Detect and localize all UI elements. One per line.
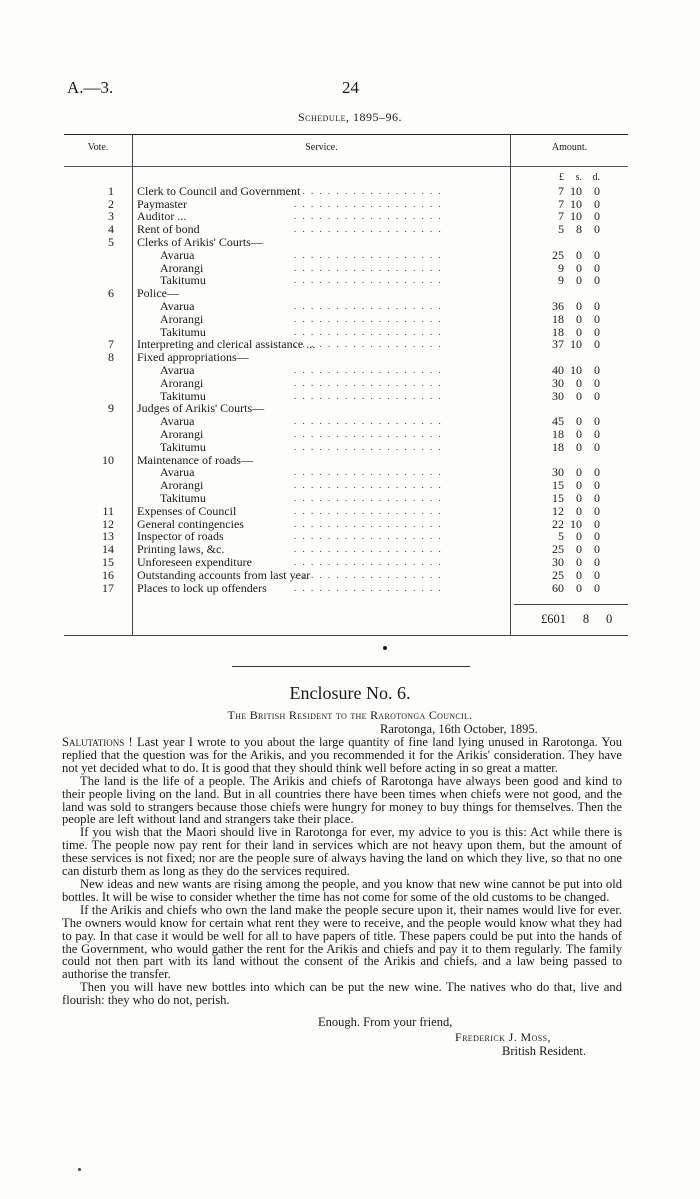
service-name: Rent of bond [137, 222, 200, 237]
amount-pence: 0 [594, 426, 600, 441]
amount-pounds: 15 [552, 478, 564, 493]
table-row [64, 377, 628, 390]
section-separator [232, 666, 470, 667]
service-name: Clerk to Council and Government [137, 183, 301, 198]
vote-number: 8 [108, 350, 114, 365]
leader-dots: . . . . . . . . . . . . . . . . . . [294, 390, 443, 401]
amount-pence: 0 [594, 209, 600, 224]
amount-pounds: 45 [552, 414, 564, 429]
amount-pence: 0 [594, 516, 600, 531]
schedule-total [530, 612, 628, 627]
service-name: Outstanding accounts from last year [137, 567, 311, 582]
amount-pounds: 5 [558, 222, 564, 237]
amount-pounds: 60 [552, 580, 564, 595]
leader-dots: . . . . . . . . . . . . . . . . . . [294, 480, 443, 491]
amount-shillings: 0 [576, 414, 582, 429]
table-bottom-rule [64, 635, 628, 636]
amount-pence: 0 [594, 260, 600, 275]
vote-number: 9 [108, 401, 114, 416]
amount-shillings: 0 [576, 529, 582, 544]
service-name: Printing laws, &c. [137, 542, 225, 557]
amount-shillings: 0 [576, 298, 582, 313]
amount-shillings: 0 [576, 388, 582, 403]
table-row [64, 492, 628, 505]
service-name: Arorangi [160, 478, 204, 493]
amount-shillings: 10 [570, 516, 582, 531]
amount-pounds: 30 [552, 465, 564, 480]
amount-pence: 0 [594, 439, 600, 454]
leader-dots: . . . . . . . . . . . . . . . . . . [294, 492, 443, 503]
letter-paragraph: The land is the life of a people. The Arikis and chiefs of Rarotonga have always been good and kind to their people living on the land. But in all countries there have been times when chiefs were not good, and the land was sold to strangers because those chiefs were hungry for money to buy things for themselves. Then the people are left without land and strangers take their place. [62, 773, 622, 827]
amount-pence: 0 [594, 311, 600, 326]
enclosure-subtitle: The British Resident to the Rarotonga Council. [227, 708, 473, 722]
leader-dots: . . . . . . . . . . . . . . . . . . [294, 275, 443, 286]
vote-number: 5 [108, 234, 114, 249]
service-name: Inspector of roads [137, 529, 224, 544]
service-name: Unforeseen expenditure [137, 554, 252, 569]
leader-dots: . . . . . . . . . . . . . . . . . . [294, 518, 443, 529]
service-name: Arorangi [160, 311, 204, 326]
amount-pounds: 9 [558, 260, 564, 275]
signer-title: British Resident. [502, 1044, 587, 1058]
unit-pence: d. [592, 172, 600, 183]
amount-shillings: 0 [576, 542, 582, 557]
service-name: Arorangi [160, 260, 204, 275]
amount-pence: 0 [594, 554, 600, 569]
leader-dots: . . . . . . . . . . . . . . . . . . [294, 556, 443, 567]
total-shillings: 8 [582, 612, 590, 626]
amount-pounds: 30 [552, 375, 564, 390]
amount-pounds: 7 [558, 183, 564, 198]
letter-paragraph: Then you will have new bottles into which can be put the new wine. The natives who do that, live and flourish: they who do not, perish. [62, 980, 622, 1008]
vote-number: 16 [102, 567, 114, 582]
amount-shillings: 0 [576, 478, 582, 493]
leader-dots: . . . . . . . . . . . . . . . . . . [294, 326, 443, 337]
leader-dots: . . . . . . . . . . . . . . . . . . [294, 428, 443, 439]
leader-dots: . . . . . . . . . . . . . . . . . . [294, 339, 443, 350]
vote-number: 17 [102, 580, 114, 595]
amount-pence: 0 [594, 414, 600, 429]
amount-pounds: 25 [552, 247, 564, 262]
service-name: Auditor ... [137, 209, 187, 224]
leader-dots: . . . . . . . . . . . . . . . . . . [294, 224, 443, 235]
amount-shillings: 0 [576, 260, 582, 275]
amount-pence: 0 [594, 337, 600, 352]
amount-pounds: 18 [552, 324, 564, 339]
total-rule [514, 604, 628, 605]
amount-pence: 0 [594, 567, 600, 582]
amount-pence: 0 [594, 529, 600, 544]
service-name: Avarua [160, 362, 195, 377]
letter-paragraph: If the Arikis and chiefs who own the land make the people secure upon it, their names would live for ever. The owners would know for certain what rent they were to receive, and the people would know what they had to pay. In that case it would be well for all to have papers of title. These papers could be put into the hands of the Government, who would gather the rent for the Arikis and chiefs and pay it to them regularly. The family could not then part with its land without the consent of the Arikis and chiefs, and a law being passed to authorise the transfer. [62, 902, 622, 982]
service-name: Expenses of Council [137, 503, 237, 518]
table-row [64, 313, 628, 326]
table-row [64, 479, 628, 492]
table-row [64, 364, 628, 377]
total-pounds: £601 [541, 612, 566, 626]
table-row [64, 262, 628, 275]
leader-dots: . . . . . . . . . . . . . . . . . . [294, 467, 443, 478]
table-row [64, 402, 628, 415]
table-row [64, 249, 628, 262]
amount-shillings: 0 [576, 567, 582, 582]
schedule-table-body [64, 172, 628, 595]
table-top-rule [64, 134, 628, 135]
table-row [64, 505, 628, 518]
service-name: Arorangi [160, 375, 204, 390]
service-name: Takitumu [160, 439, 206, 454]
amount-pounds: 15 [552, 490, 564, 505]
table-row [64, 351, 628, 364]
amount-pounds: 36 [552, 298, 564, 313]
service-name: Avarua [160, 465, 195, 480]
leader-dots: . . . . . . . . . . . . . . . . . . [294, 300, 443, 311]
place-date: Rarotonga, 16th October, 1895. [380, 722, 538, 736]
enclosure-title: Enclosure No. 6. [289, 683, 411, 703]
schedule-title: Schedule, 1895–96. [297, 110, 402, 124]
leader-dots: . . . . . . . . . . . . . . . . . . [294, 313, 443, 324]
column-header-service: Service. [305, 142, 338, 153]
table-row [64, 466, 628, 479]
vote-number: 6 [108, 286, 114, 301]
salutation: Salutations ! [62, 735, 133, 749]
amount-pounds: 9 [558, 273, 564, 288]
amount-pence: 0 [594, 222, 600, 237]
vote-number: 12 [102, 516, 114, 531]
table-row [64, 428, 628, 441]
amount-pence: 0 [594, 273, 600, 288]
paragraph-text: Last year I wrote to you about the large quantity of fine land lying unused in Rarotonga. You replied that the question was for the Arikis, and you recommended it for the Arikis' consideration. They have not yet decided what to do. It is good that they should think well before acting in so great a matter. [62, 735, 622, 775]
amount-pounds: 25 [552, 567, 564, 582]
service-name: Fixed appropriations— [137, 350, 249, 365]
service-name: Paymaster [137, 196, 187, 211]
table-row [64, 543, 628, 556]
leader-dots: . . . . . . . . . . . . . . . . . . [294, 582, 443, 593]
vote-number: 7 [108, 337, 114, 352]
amount-shillings: 8 [576, 222, 582, 237]
amount-shillings: 0 [576, 247, 582, 262]
table-row [64, 185, 628, 198]
service-name: Takitumu [160, 388, 206, 403]
amount-pence: 0 [594, 388, 600, 403]
amount-pounds: 37 [552, 337, 564, 352]
amount-pence: 0 [594, 247, 600, 262]
page-number: 24 [342, 78, 359, 97]
closing-line: Enough. From your friend, [318, 1015, 453, 1029]
service-name: Avarua [160, 414, 195, 429]
amount-shillings: 10 [570, 183, 582, 198]
service-name: Places to lock up offenders [137, 580, 267, 595]
service-name: Judges of Arikis' Courts— [137, 401, 265, 416]
page-reference: A.—3. [67, 78, 114, 97]
signer-name: Frederick J. Moss, [455, 1030, 551, 1044]
service-name: Avarua [160, 298, 195, 313]
amount-pounds: 18 [552, 439, 564, 454]
bullet-mark [383, 646, 387, 650]
vote-number: 13 [102, 529, 114, 544]
service-name: Takitumu [160, 490, 206, 505]
units-row [64, 172, 628, 185]
amount-pence: 0 [594, 478, 600, 493]
amount-pence: 0 [594, 503, 600, 518]
amount-pounds: 22 [552, 516, 564, 531]
amount-shillings: 10 [570, 362, 582, 377]
table-row [64, 300, 628, 313]
table-row [64, 569, 628, 582]
amount-pence: 0 [594, 465, 600, 480]
vote-number: 10 [102, 452, 114, 467]
unit-shillings: s. [575, 172, 582, 183]
amount-shillings: 0 [576, 324, 582, 339]
table-row [64, 582, 628, 595]
amount-shillings: 0 [576, 490, 582, 505]
amount-shillings: 10 [570, 337, 582, 352]
service-name: Clerks of Arikis' Courts— [137, 234, 263, 249]
table-row [64, 441, 628, 454]
leader-dots: . . . . . . . . . . . . . . . . . . [294, 364, 443, 375]
service-name: Avarua [160, 247, 195, 262]
table-header-rule [64, 166, 628, 167]
leader-dots: . . . . . . . . . . . . . . . . . . [294, 441, 443, 452]
vote-number: 11 [102, 503, 114, 518]
amount-pence: 0 [594, 375, 600, 390]
amount-shillings: 0 [576, 580, 582, 595]
amount-pence: 0 [594, 324, 600, 339]
unit-pounds: £ [559, 172, 564, 183]
amount-pounds: 7 [558, 209, 564, 224]
amount-pounds: 30 [552, 554, 564, 569]
amount-shillings: 0 [576, 273, 582, 288]
vote-number: 3 [108, 209, 114, 224]
stray-mark [78, 1168, 81, 1171]
service-name: Arorangi [160, 426, 204, 441]
amount-pounds: 12 [552, 503, 564, 518]
table-row [64, 287, 628, 300]
table-row [64, 415, 628, 428]
vote-number: 14 [102, 542, 114, 557]
letter-paragraph: If you wish that the Maori should live in Rarotonga for ever, my advice to you is this: Act while there is time. The people now pay rent for their land in services which are not heavy upon them, but the amount of these services is not fixed; nor are the people sure of always having the land on which they live, so that no one can disturb them as long as they do the services required. [62, 825, 622, 879]
column-header-vote: Vote. [87, 142, 109, 153]
amount-pounds: 40 [552, 362, 564, 377]
amount-pounds: 18 [552, 311, 564, 326]
service-name: Police— [137, 286, 179, 301]
leader-dots: . . . . . . . . . . . . . . . . . . [294, 416, 443, 427]
leader-dots: . . . . . . . . . . . . . . . . . . [294, 377, 443, 388]
amount-shillings: 0 [576, 554, 582, 569]
vote-number: 2 [108, 196, 114, 211]
total-pence: 0 [606, 612, 613, 626]
amount-pounds: 25 [552, 542, 564, 557]
leader-dots: . . . . . . . . . . . . . . . . . . [294, 544, 443, 555]
leader-dots: . . . . . . . . . . . . . . . . . . [294, 211, 443, 222]
amount-pence: 0 [594, 490, 600, 505]
leader-dots: . . . . . . . . . . . . . . . . . . [294, 505, 443, 516]
amount-pounds: 30 [552, 388, 564, 403]
amount-shillings: 0 [576, 375, 582, 390]
table-row [64, 454, 628, 467]
leader-dots: . . . . . . . . . . . . . . . . . . [294, 198, 443, 209]
amount-pounds: 5 [558, 529, 564, 544]
amount-pence: 0 [594, 183, 600, 198]
amount-shillings: 0 [576, 426, 582, 441]
amount-shillings: 0 [576, 311, 582, 326]
leader-dots: . . . . . . . . . . . . . . . . . . [294, 262, 443, 273]
service-name: Takitumu [160, 273, 206, 288]
vote-number: 4 [108, 222, 114, 237]
amount-pence: 0 [594, 542, 600, 557]
amount-shillings: 10 [570, 196, 582, 211]
vote-number: 15 [102, 554, 114, 569]
amount-pounds: 18 [552, 426, 564, 441]
table-row [64, 556, 628, 569]
amount-pounds: 7 [558, 196, 564, 211]
amount-pence: 0 [594, 362, 600, 377]
amount-pence: 0 [594, 580, 600, 595]
amount-pence: 0 [594, 298, 600, 313]
service-name: Takitumu [160, 324, 206, 339]
amount-shillings: 0 [576, 439, 582, 454]
vote-number: 1 [108, 183, 114, 198]
letter-body [62, 736, 622, 1007]
amount-pence: 0 [594, 196, 600, 211]
amount-shillings: 10 [570, 209, 582, 224]
letter-paragraph: New ideas and new wants are rising among the people, and you know that new wine cannot be put into old bottles. It will be wise to consider whether the time has not come for some of the old customs to be changed. [62, 876, 622, 904]
service-name: Maintenance of roads— [137, 452, 253, 467]
service-name: Interpreting and clerical assistance ... [137, 337, 316, 352]
table-row [64, 236, 628, 249]
leader-dots: . . . . . . . . . . . . . . . . . . [294, 569, 443, 580]
service-name: General contingencies [137, 516, 244, 531]
amount-shillings: 0 [576, 503, 582, 518]
leader-dots: . . . . . . . . . . . . . . . . . . [294, 185, 443, 196]
leader-dots: . . . . . . . . . . . . . . . . . . [294, 249, 443, 260]
column-header-amount: Amount. [551, 142, 588, 153]
letter-paragraph [62, 736, 622, 775]
amount-shillings: 0 [576, 465, 582, 480]
leader-dots: . . . . . . . . . . . . . . . . . . [294, 531, 443, 542]
